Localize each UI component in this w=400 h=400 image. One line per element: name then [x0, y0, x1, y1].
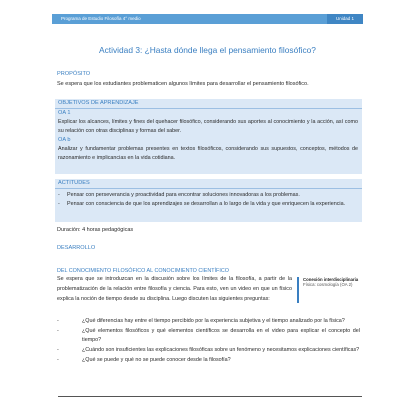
question-item: - ¿Qué diferencias hay entre el tiempo percibido por la experiencia subjetiva y el tiempo analizado por la física? — [57, 317, 360, 327]
interdisciplinary-title: Conexión interdisciplinaria — [303, 277, 359, 282]
actitudes-divider — [55, 188, 362, 189]
program-label: Programa de Estudio Filosofía 4° medio — [61, 16, 141, 21]
oab-label: OA b — [58, 137, 71, 143]
objetivos-box — [55, 99, 362, 174]
interdisciplinary-box — [297, 277, 359, 303]
oa1-text: Explicar los alcances, límites y fines del quehacer filosófico, considerando sus aportes al conocimiento y la acción, así como su relación con otras disciplinas y formas del saber. — [58, 119, 358, 134]
bottom-divider — [58, 396, 362, 397]
desarrollo-paragraph: Se espera que se introduzcan en la discusión sobre los límites de la filosofía, a partir de la problematización de la relación entre filosofía y ciencia. Para esto, ven un video en que un físico explica la noción de tiempo desde su disciplina. Luego discuten las siguientes preguntas: — [57, 276, 292, 302]
oab-text: Analizar y fundamentar problemas presentes en textos filosóficos, considerando sus supuestos, conceptos, métodos de razonamiento e implicancias en la vida cotidiana. — [58, 146, 358, 161]
actitudes-heading: ACTITUDES — [58, 180, 90, 186]
actitudes-box — [55, 179, 362, 222]
proposito-text: Se espera que los estudiantes problematicen algunos límites para desarrollar el pensamiento filosófico. — [57, 81, 309, 87]
oa1-label: OA 1 — [58, 110, 71, 116]
objetivos-heading: OBJETIVOS DE APRENDIZAJE — [58, 100, 139, 106]
questions-list — [57, 317, 360, 366]
unit-label: Unidad 1 — [327, 14, 363, 24]
header-bar — [52, 14, 363, 24]
actitud-item: - Pensar con consciencia de que los aprendizajes se desarrollan a lo largo de la vida y que enriquecen la experiencia. — [58, 200, 358, 209]
page-title: Actividad 3: ¿Hasta dónde llega el pensamiento filosófico? — [99, 45, 316, 55]
objetivos-divider — [55, 108, 362, 109]
question-item: - ¿Qué elementos filosóficos y qué elementos científicos se desarrolla en el video para explicar el concepto del tiempo? — [57, 327, 360, 346]
actitud-item: - Pensar con perseverancia y proactividad para encontrar soluciones innovadoras a los problemas. — [58, 191, 358, 200]
proposito-heading: PROPÓSITO — [57, 71, 91, 77]
actitudes-list — [58, 191, 358, 208]
question-item: - ¿Cuándo son insuficientes las explicaciones filosóficas sobre un fenómeno y necesitamos explicaciones científicas? — [57, 346, 360, 356]
desarrollo-subheading: DEL CONOCIMIENTO FILOSÓFICO AL CONOCIMIENTO CIENTÍFICO — [57, 268, 229, 274]
duracion-text: Duración: 4 horas pedagógicas — [57, 227, 134, 233]
interdisciplinary-subtitle: Física: cosmología (OA 2) — [303, 282, 353, 288]
question-item: - ¿Qué se puede y qué no se puede conocer desde la filosofía? — [57, 356, 360, 366]
desarrollo-heading: DESARROLLO — [57, 245, 96, 251]
